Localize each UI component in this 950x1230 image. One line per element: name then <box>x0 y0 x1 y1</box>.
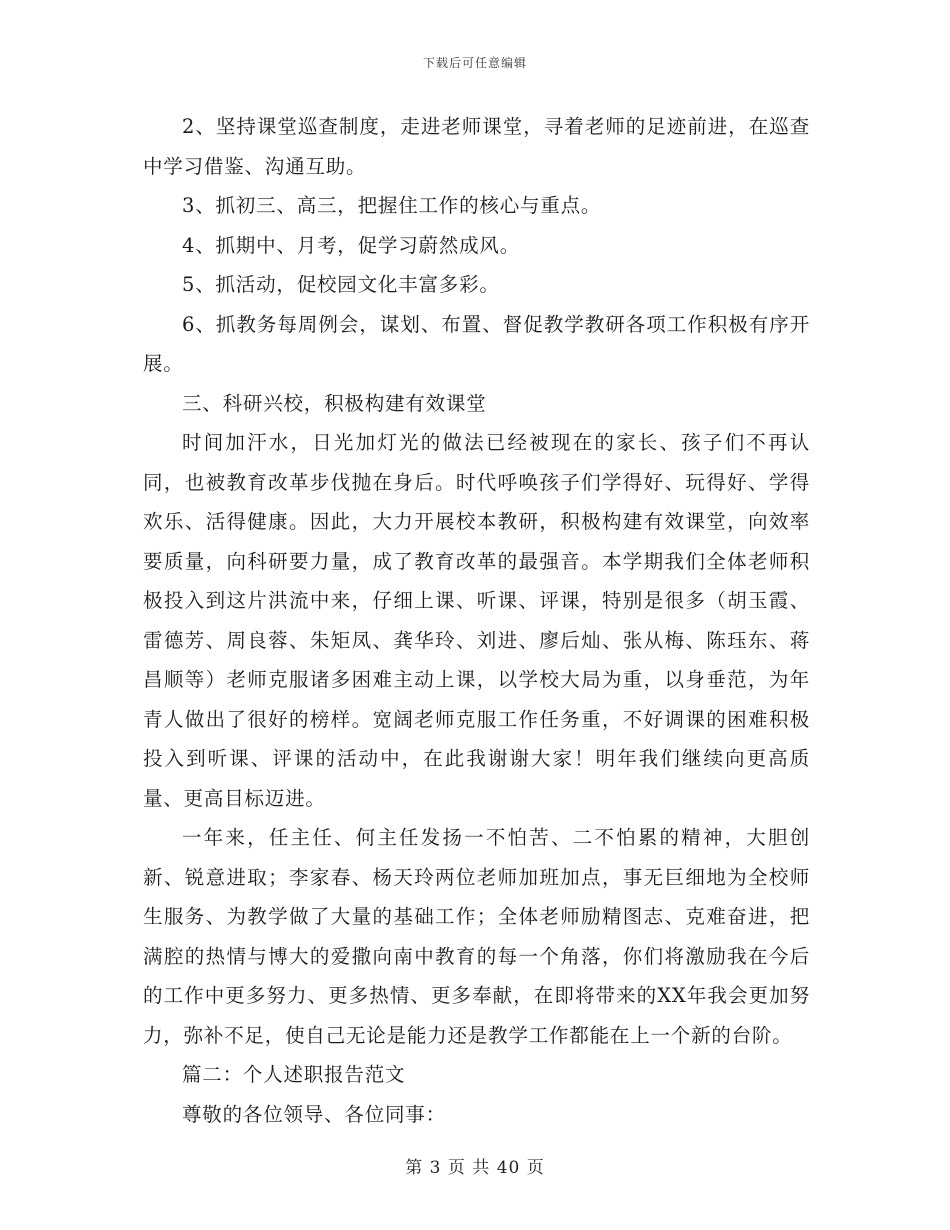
paragraph-item-3: 3、抓初三、高三，把握住工作的核心与重点。 <box>182 194 602 217</box>
paragraph-item-2: 2、坚持课堂巡查制度，走进老师课堂，寻着老师的足迹前进，在巡查中学习借鉴、沟通互助。 <box>143 115 810 178</box>
paragraph-item-5: 5、抓活动，促校园文化丰富多彩。 <box>182 273 500 296</box>
paragraph-research: 时间加汗水，日光加灯光的做法已经被现在的家长、孩子们不再认同，也被教育改革步伐抛在身后。时代呼唤孩子们学得好、玩得好、学得欢乐、活得健康。因此，大力开展校本教研，积极构建有效课堂，向效率要质量，向科研要力量，成了教育改革的最强音。本学期我们全体老师积极投入到这片洪流中来，仔细上课、听课、评课，特别是很多（胡玉霞、雷德芳、周良蓉、朱矩凤、龚华玲、刘进、廖后灿、张从梅、陈珏东、蒋昌顺等）老师克服诸多困难主动上课，以学校大局为重，以身垂范，为年青人做出了很好的榜样。宽阔老师克服工作任务重，不好调课的困难积极投入到听课、评课的活动中，在此我谢谢大家！明年我们继续向更高质量、更高目标迈进。 <box>143 431 810 810</box>
salutation: 尊敬的各位领导、各位同事： <box>182 1102 446 1126</box>
section-heading: 三、科研兴校，积极构建有效课堂 <box>182 391 487 415</box>
page-number: 第 3 页 共 40 页 <box>405 1158 545 1178</box>
header-note: 下载后可任意编辑 <box>422 56 527 70</box>
paragraph-item-6: 6、抓教务每周例会，谋划、布置、督促教学教研各项工作积极有序开展。 <box>143 312 810 375</box>
chapter-heading: 篇二：个人述职报告范文 <box>182 1063 406 1086</box>
paragraph-acknowledgement: 一年来，任主任、何主任发扬一不怕苦、二不怕累的精神，大胆创新、锐意进取；李家春、杨天玲两位老师加班加点，事无巨细地为全校师生服务、为教学做了大量的基础工作；全体老师励精图志、克难奋进，把满腔的热情与博大的爱撒向南中教育的每一个角落，你们将激励我在今后的工作中更多努力、更多热情、更多奉献，在即将带来的XX年我会更加努力，弥补不足，使自己无论是能力还是教学工作都能在上一个新的台阶。 <box>143 826 810 1047</box>
paragraph-item-4: 4、抓期中、月考，促学习蔚然成风。 <box>182 233 521 257</box>
document-body <box>143 107 810 1134</box>
